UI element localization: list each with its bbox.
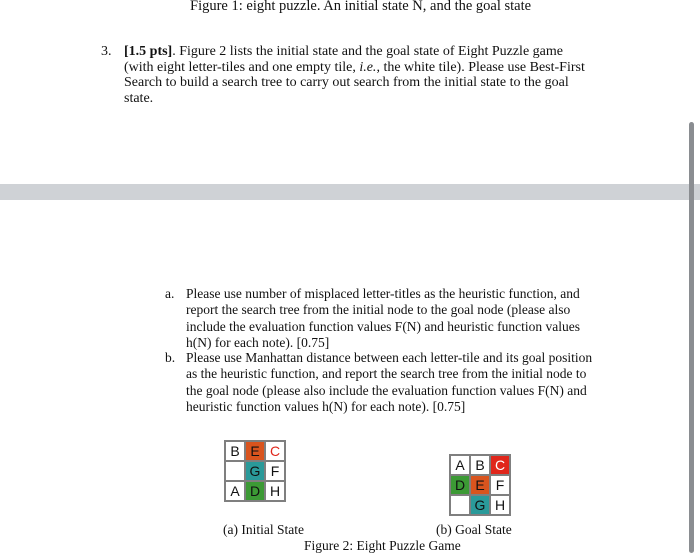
tile-c: C (491, 456, 509, 474)
scrollbar-thumb[interactable] (689, 122, 694, 553)
initial-state-label: (a) Initial State (223, 522, 304, 537)
figure-2-caption: Figure 2: Eight Puzzle Game (304, 538, 461, 553)
question-points: [1.5 pts] (124, 44, 173, 59)
subquestion-a-label: a. (165, 286, 175, 301)
tile-f: F (491, 476, 509, 494)
question-text-ie: i.e. (359, 59, 377, 75)
tile-g: G (246, 462, 264, 480)
question-text-part1: . Figure 2 lists the initial state and the goal state of Eight Puzzle game (with eight letter-tiles and one empty tile, (124, 44, 563, 75)
tile-b: B (471, 456, 489, 474)
goal-state-label: (b) Goal State (436, 522, 512, 537)
tile-empty (226, 462, 244, 480)
figure-1-caption: Figure 1: eight puzzle. An initial state N, and the goal state (190, 0, 532, 14)
tile-f: F (266, 462, 284, 480)
tile-b: B (226, 442, 244, 460)
question-number: 3. (101, 44, 112, 59)
subquestion-b-label: b. (165, 350, 176, 365)
tile-c: C (266, 442, 284, 460)
tile-d: D (246, 482, 264, 500)
subquestion-a-text: Please use number of misplaced letter-titles as the heuristic function, and report the search tree from the initial node to the goal node (please also include the evaluation function values F(N) and heuristic function values h(N) for each note). [0.75] (186, 286, 581, 350)
tile-h: H (491, 496, 509, 514)
tile-empty (451, 496, 469, 514)
tile-h: H (266, 482, 284, 500)
tile-g: G (471, 496, 489, 514)
goal-state-grid (449, 454, 511, 516)
tile-e: E (471, 476, 489, 494)
tile-a: A (451, 456, 469, 474)
tile-d: D (451, 476, 469, 494)
subquestion-b-text: Please use Manhattan distance between each letter-tile and its goal position as the heuristic function, and report the search tree from the initial node to the goal node (please also include the evaluation function values F(N) and heuristic function values h(N) for each note). [0.75] (186, 350, 593, 414)
initial-state-grid (224, 440, 286, 502)
tile-e: E (246, 442, 264, 460)
question-text-part2: , the white tile). Please use Best-First Search to build a search tree to carry out search from the initial state to the goal state. (124, 59, 585, 106)
page-divider (0, 184, 700, 200)
tile-a: A (226, 482, 244, 500)
question-text (124, 44, 594, 106)
